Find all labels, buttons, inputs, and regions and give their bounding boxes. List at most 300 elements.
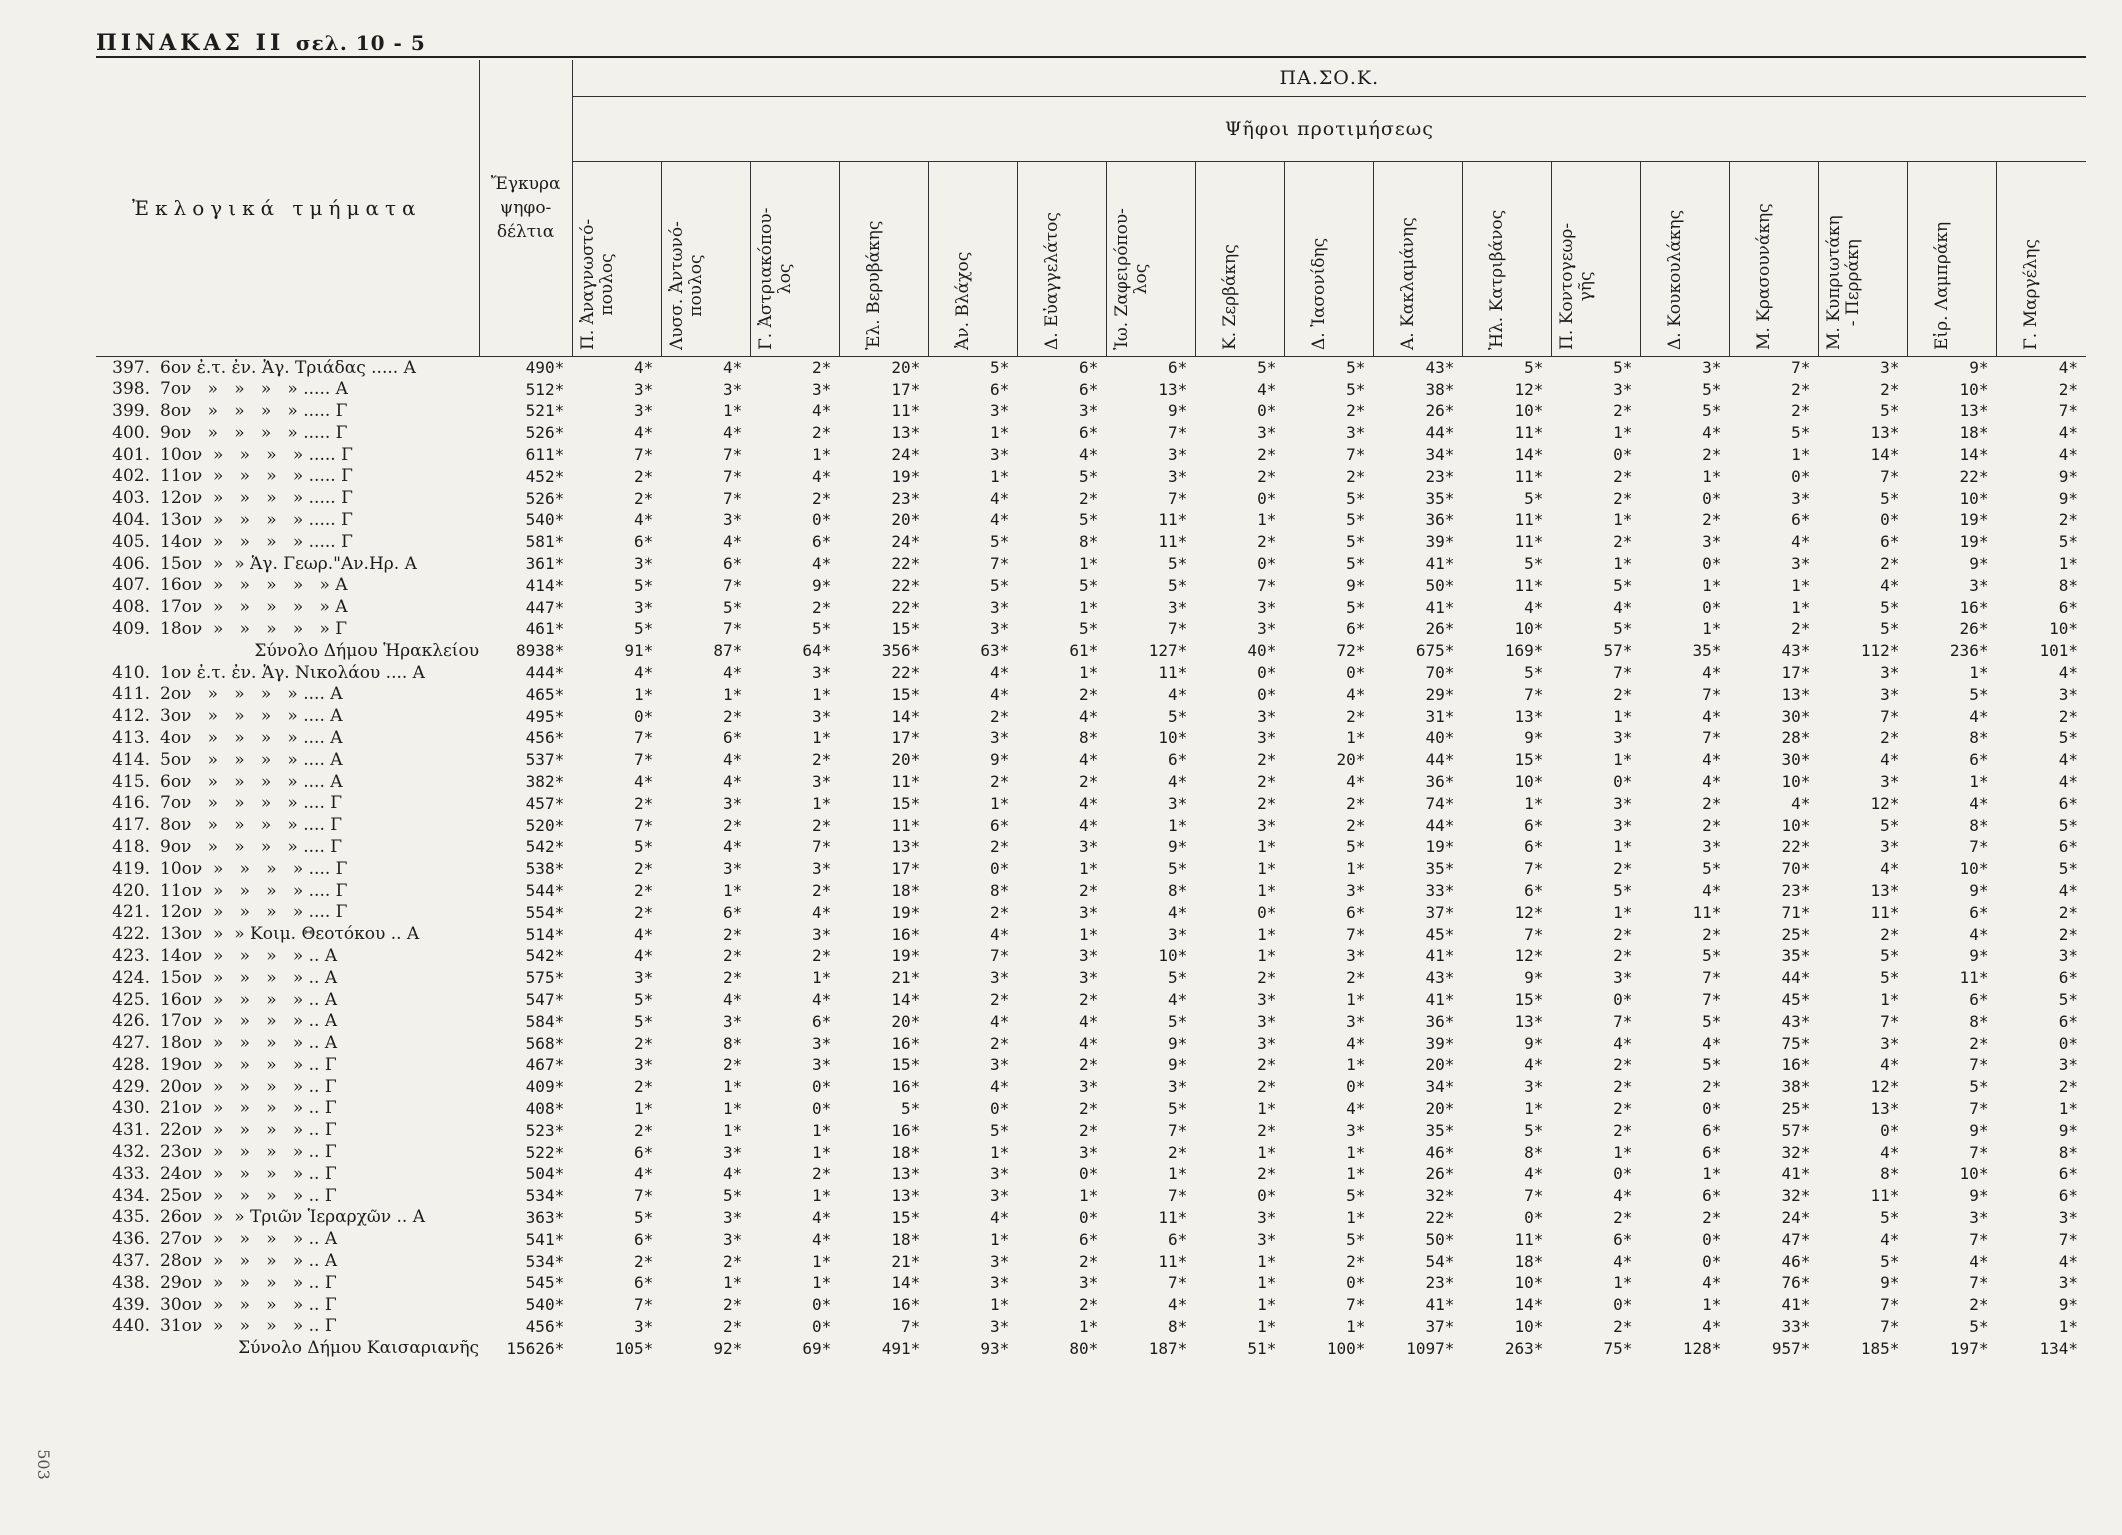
vote-cell: 32*	[1781, 1142, 1811, 1162]
vote-cell: 6*	[1880, 532, 1900, 552]
vote-cell: 5*	[811, 619, 832, 639]
table-row	[96, 1119, 2086, 1141]
vote-cell: 3*	[811, 706, 832, 726]
section-label	[96, 945, 479, 967]
vote-cell: 11*	[1158, 510, 1188, 530]
vote-cell: 7*	[722, 575, 743, 595]
section-label	[96, 618, 479, 640]
vote-cell: 112*	[1860, 641, 1900, 661]
vote-cell: 3*	[1880, 837, 1900, 857]
vote-cell: 1*	[1702, 619, 1722, 639]
vote-cell: 1*	[722, 1077, 743, 1097]
vote-cell: 2*	[811, 488, 832, 508]
row-number: 417.	[112, 815, 150, 836]
vote-cell: 72*	[1336, 641, 1366, 661]
vote-cell: 5*	[1079, 575, 1099, 595]
row-number: 429.	[112, 1076, 150, 1097]
vote-cell: 3*	[990, 1055, 1010, 1075]
vote-cell: 2*	[1613, 401, 1633, 421]
vote-cell: 128*	[1682, 1338, 1722, 1358]
vote-cell: 4*	[1613, 1033, 1633, 1053]
vote-cell: 1*	[1257, 881, 1277, 901]
vote-cell: 47*	[1781, 1229, 1811, 1249]
vote-cell: 3*	[1257, 1033, 1277, 1053]
section-label	[96, 1272, 479, 1294]
vote-cell: 2*	[811, 358, 832, 378]
vote-cell: 5*	[633, 1011, 654, 1031]
vote-cell: 15*	[891, 684, 921, 704]
vote-cell: 0*	[1613, 990, 1633, 1009]
vote-cell: 2*	[2058, 379, 2078, 399]
vote-cell: 2*	[1613, 859, 1633, 879]
vote-cell: 3*	[2058, 1273, 2078, 1293]
row-number: 413.	[112, 727, 150, 748]
vote-cell: 6*	[1079, 358, 1099, 378]
vote-cell: 7*	[1702, 990, 1722, 1009]
section-name: 13ον » » Κοιμ. Θεοτόκου .. Α	[160, 924, 420, 945]
vote-cell: 54*	[1425, 1251, 1455, 1271]
section-name: 3ον » » » » .... Α	[160, 706, 343, 727]
vote-cell: 3*	[1079, 837, 1099, 857]
valid-ballots-cell: 522*	[525, 1142, 565, 1162]
row-number: 398.	[112, 379, 150, 400]
vote-cell: 6*	[2058, 1164, 2078, 1184]
row-number: 419.	[112, 858, 150, 879]
vote-cell: 1*	[633, 1098, 654, 1118]
vote-cell: 3*	[1168, 597, 1188, 617]
table-row	[96, 509, 2086, 531]
vote-cell: 38*	[1781, 1077, 1811, 1097]
vote-cell: 675*	[1415, 641, 1455, 661]
vote-cell: 15*	[891, 793, 921, 813]
vote-cell: 17*	[891, 859, 921, 879]
valid-ballots-cell: 526*	[525, 423, 565, 443]
vote-cell: 9*	[1880, 1273, 1900, 1293]
valid-ballots-cell: 534*	[525, 1251, 565, 1271]
row-number: 406.	[112, 553, 150, 574]
candidate-header	[1551, 162, 1640, 357]
vote-cell: 1*	[1079, 924, 1099, 944]
vote-cell: 15*	[891, 619, 921, 639]
candidate-header	[1106, 162, 1195, 357]
vote-cell: 4*	[1969, 793, 1989, 813]
vote-cell: 2*	[722, 968, 743, 988]
vote-cell: 5*	[1524, 1120, 1544, 1140]
vote-cell: 3*	[990, 1251, 1010, 1271]
vote-cell: 2*	[1257, 772, 1277, 792]
table-row	[96, 531, 2086, 553]
vote-cell: 35*	[1425, 859, 1455, 879]
vote-cell: 3*	[990, 445, 1010, 465]
section-label	[96, 1294, 479, 1316]
vote-cell: 11*	[1158, 1207, 1188, 1227]
vote-cell: 2*	[1257, 968, 1277, 988]
table-row	[96, 618, 2086, 640]
vote-cell: 5*	[1702, 859, 1722, 879]
vote-cell: 1*	[1613, 554, 1633, 574]
vote-cell: 5*	[1613, 881, 1633, 901]
vote-cell: 1*	[1257, 1251, 1277, 1271]
table-row	[96, 487, 2086, 509]
vote-cell: 7*	[633, 445, 654, 465]
section-label	[96, 923, 479, 945]
row-number: 414.	[112, 749, 150, 770]
vote-cell: 5*	[1880, 597, 1900, 617]
vote-cell: 7*	[633, 728, 654, 748]
vote-cell: 0*	[1257, 663, 1277, 683]
vote-cell: 11*	[1514, 423, 1544, 443]
vote-cell: 3*	[1702, 532, 1722, 552]
vote-cell: 4*	[1880, 859, 1900, 879]
vote-cell: 5*	[1613, 358, 1633, 378]
vote-cell: 7*	[990, 946, 1010, 966]
vote-cell: 3*	[990, 968, 1010, 988]
vote-cell: 3*	[990, 1273, 1010, 1293]
vote-cell: 7*	[990, 554, 1010, 574]
vote-cell: 2*	[1257, 750, 1277, 770]
vote-cell: 3*	[2058, 946, 2078, 966]
vote-cell: 1*	[1346, 859, 1366, 879]
vote-cell: 2*	[811, 946, 832, 966]
table-row	[96, 574, 2086, 596]
vote-cell: 5*	[990, 1120, 1010, 1140]
vote-cell: 26*	[1959, 619, 1989, 639]
row-number: 410.	[112, 662, 150, 683]
vote-cell: 5*	[1969, 684, 1989, 704]
vote-cell: 2*	[1079, 990, 1099, 1009]
vote-cell: 3*	[1257, 728, 1277, 748]
section-label	[96, 1316, 479, 1338]
vote-cell: 2*	[1613, 924, 1633, 944]
vote-cell: 2*	[1079, 488, 1099, 508]
vote-cell: 19*	[891, 902, 921, 922]
vote-cell: 3*	[811, 859, 832, 879]
vote-cell: 5*	[1524, 663, 1544, 683]
vote-cell: 1*	[1257, 1316, 1277, 1336]
vote-cell: 2*	[1613, 488, 1633, 508]
vote-cell: 2*	[722, 1295, 743, 1315]
table-row	[96, 1316, 2086, 1338]
vote-cell: 31*	[1425, 706, 1455, 726]
vote-cell: 2*	[1613, 1077, 1633, 1097]
valid-ballots-cell: 611*	[525, 445, 565, 465]
valid-ballots-cell: 465*	[525, 684, 565, 704]
candidate-name: Γ. Ἀστριακόπου- λος	[755, 207, 795, 350]
valid-ballots-cell: 523*	[525, 1120, 565, 1140]
vote-cell: 1*	[1969, 663, 1989, 683]
candidate-header	[1907, 162, 1996, 357]
vote-cell: 4*	[990, 684, 1010, 704]
vote-cell: 41*	[1425, 946, 1455, 966]
table-row	[96, 814, 2086, 836]
vote-cell: 6*	[2058, 597, 2078, 617]
vote-cell: 2*	[1702, 793, 1722, 813]
results-table	[96, 60, 2086, 1359]
vote-cell: 5*	[1702, 401, 1722, 421]
candidate-header	[928, 162, 1017, 357]
vote-cell: 4*	[1524, 1164, 1544, 1184]
vote-cell: 2*	[1079, 1098, 1099, 1118]
vote-cell: 2*	[1257, 1077, 1277, 1097]
vote-cell: 93*	[980, 1338, 1010, 1358]
vote-cell: 43*	[1781, 641, 1811, 661]
vote-cell: 3*	[811, 772, 832, 792]
vote-cell: 75*	[1603, 1338, 1633, 1358]
table-row	[96, 880, 2086, 902]
table-row	[96, 901, 2086, 923]
section-name: 20ον » » » » .. Γ	[160, 1076, 337, 1097]
section-name: 6ον » » » » .... Α	[160, 771, 343, 792]
vote-cell: 3*	[1880, 663, 1900, 683]
vote-cell: 1*	[811, 1120, 832, 1140]
vote-cell: 5*	[1346, 597, 1366, 617]
vote-cell: 4*	[722, 663, 743, 683]
vote-cell: 5*	[1346, 358, 1366, 378]
vote-cell: 1*	[722, 1273, 743, 1293]
vote-cell: 2*	[1613, 1120, 1633, 1140]
vote-cell: 2*	[1079, 684, 1099, 704]
section-name: 15ον » » » » .. Α	[160, 967, 338, 988]
vote-cell: 80*	[1069, 1338, 1099, 1358]
row-number: 425.	[112, 989, 150, 1010]
table-row	[96, 465, 2086, 487]
row-number: 408.	[112, 597, 150, 618]
vote-cell: 100*	[1326, 1338, 1366, 1358]
row-number: 438.	[112, 1272, 150, 1293]
vote-cell: 40*	[1425, 728, 1455, 748]
valid-ballots-cell: 545*	[525, 1273, 565, 1293]
vote-cell: 7*	[1168, 1120, 1188, 1140]
vote-cell: 1*	[1791, 575, 1811, 595]
vote-cell: 21*	[891, 968, 921, 988]
vote-cell: 23*	[1425, 466, 1455, 486]
vote-cell: 7*	[1702, 728, 1722, 748]
vote-cell: 2*	[1613, 532, 1633, 552]
vote-cell: 4*	[811, 401, 832, 421]
vote-cell: 5*	[1880, 1251, 1900, 1271]
margin-page-number: 503	[33, 1449, 53, 1480]
vote-cell: 4*	[990, 924, 1010, 944]
valid-ballots-cell: 537*	[525, 750, 565, 770]
vote-cell: 2*	[990, 837, 1010, 857]
vote-cell: 0*	[1702, 554, 1722, 574]
vote-cell: 2*	[722, 815, 743, 835]
vote-cell: 2*	[1079, 1295, 1099, 1315]
section-name: 16ον » » » » » Α	[160, 575, 348, 596]
valid-ballots-cell: 467*	[525, 1055, 565, 1075]
vote-cell: 1*	[811, 1142, 832, 1162]
section-label	[96, 400, 479, 422]
vote-cell: 3*	[1969, 1207, 1989, 1227]
vote-cell: 3*	[1257, 1011, 1277, 1031]
section-label	[96, 596, 479, 618]
vote-cell: 4*	[722, 772, 743, 792]
vote-cell: 4*	[811, 990, 832, 1009]
vote-cell: 25*	[1781, 924, 1811, 944]
row-number: 423.	[112, 945, 150, 966]
vote-cell: 12*	[1514, 946, 1544, 966]
section-name: 7ον » » » » ..... Α	[160, 379, 348, 400]
vote-cell: 1*	[1257, 837, 1277, 857]
vote-cell: 2*	[1168, 1142, 1188, 1162]
vote-cell: 5*	[1613, 575, 1633, 595]
vote-cell: 5*	[1702, 946, 1722, 966]
vote-cell: 8*	[2058, 1142, 2078, 1162]
vote-cell: 6*	[722, 728, 743, 748]
vote-cell: 11*	[1514, 575, 1544, 595]
vote-cell: 3*	[1079, 401, 1099, 421]
vote-cell: 3*	[1168, 445, 1188, 465]
vote-cell: 26*	[1425, 619, 1455, 639]
vote-cell: 0*	[1346, 663, 1366, 683]
vote-cell: 5*	[1346, 1229, 1366, 1249]
vote-cell: 57*	[1603, 641, 1633, 661]
vote-cell: 0*	[811, 510, 832, 530]
section-label	[96, 880, 479, 902]
vote-cell: 11*	[1959, 968, 1989, 988]
vote-cell: 16*	[891, 1077, 921, 1097]
vote-cell: 2*	[1613, 466, 1633, 486]
section-name: 13ον » » » » ..... Γ	[160, 509, 353, 530]
vote-cell: 4*	[1969, 1251, 1989, 1271]
valid-ballots-cell: 584*	[525, 1011, 565, 1031]
vote-cell: 1*	[1613, 706, 1633, 726]
vote-cell: 15*	[1514, 750, 1544, 770]
vote-cell: 2*	[1791, 379, 1811, 399]
vote-cell: 6*	[1702, 1120, 1722, 1140]
vote-cell: 32*	[1781, 1186, 1811, 1206]
vote-cell: 4*	[633, 924, 654, 944]
vote-cell: 0*	[1257, 554, 1277, 574]
vote-cell: 14*	[891, 990, 921, 1009]
vote-cell: 6*	[1079, 379, 1099, 399]
vote-cell: 14*	[1870, 445, 1900, 465]
vote-cell: 2*	[811, 815, 832, 835]
vote-cell: 3*	[1168, 1077, 1188, 1097]
section-name: 18ον » » » » » Γ	[160, 618, 348, 639]
vote-cell: 6*	[633, 532, 654, 552]
vote-cell: 4*	[1079, 1033, 1099, 1053]
vote-cell: 6*	[1702, 1142, 1722, 1162]
vote-cell: 1*	[1346, 1207, 1366, 1227]
vote-cell: 4*	[722, 423, 743, 443]
vote-cell: 87*	[713, 641, 743, 661]
section-name: 27ον » » » » .. Α	[160, 1229, 338, 1250]
vote-cell: 7*	[1613, 663, 1633, 683]
vote-cell: 19*	[1959, 532, 1989, 552]
valid-ballots-header: Ἔγκυρα ψηφο- δέλτια	[479, 60, 572, 357]
vote-cell: 0*	[1257, 488, 1277, 508]
vote-cell: 2*	[2058, 902, 2078, 922]
vote-cell: 2*	[1702, 510, 1722, 530]
vote-cell: 41*	[1781, 1295, 1811, 1315]
vote-cell: 2*	[1791, 401, 1811, 421]
vote-cell: 0*	[1613, 1295, 1633, 1315]
vote-cell: 2*	[1880, 728, 1900, 748]
vote-cell: 5*	[1346, 379, 1366, 399]
vote-cell: 3*	[1969, 575, 1989, 595]
vote-cell: 3*	[990, 1186, 1010, 1206]
section-name: 6ον ἐ.τ. ἐν. Ἁγ. Τριάδας ..... Α	[160, 357, 416, 378]
section-label	[96, 1098, 479, 1120]
vote-cell: 8*	[2058, 575, 2078, 595]
vote-cell: 2*	[1257, 532, 1277, 552]
vote-cell: 6*	[1613, 1229, 1633, 1249]
vote-cell: 23*	[1425, 1273, 1455, 1293]
section-label	[96, 1141, 479, 1163]
vote-cell: 8*	[1079, 728, 1099, 748]
vote-cell: 4*	[1969, 924, 1989, 944]
vote-cell: 2*	[1257, 1055, 1277, 1075]
vote-cell: 7*	[1969, 1229, 1989, 1249]
row-number: 437.	[112, 1251, 150, 1272]
table-row	[96, 705, 2086, 727]
vote-cell: 6*	[1079, 423, 1099, 443]
vote-cell: 1*	[811, 968, 832, 988]
candidate-name: Λυσσ. Ἀντωνό- πουλος	[666, 221, 706, 350]
vote-cell: 1*	[1613, 902, 1633, 922]
vote-cell: 8*	[1880, 1164, 1900, 1184]
vote-cell: 3*	[1346, 881, 1366, 901]
vote-cell: 3*	[633, 379, 654, 399]
vote-cell: 9*	[1969, 1120, 1989, 1140]
vote-cell: 5*	[1079, 619, 1099, 639]
valid-ballots-cell: 457*	[525, 793, 565, 813]
vote-cell: 45*	[1425, 924, 1455, 944]
vote-cell: 5*	[1524, 358, 1544, 378]
vote-cell: 4*	[811, 902, 832, 922]
row-number: 421.	[112, 902, 150, 923]
candidate-header	[839, 162, 928, 357]
vote-cell: 7*	[901, 1316, 921, 1336]
vote-cell: 4*	[633, 663, 654, 683]
vote-cell: 1*	[1257, 1142, 1277, 1162]
vote-cell: 17*	[1781, 663, 1811, 683]
vote-cell: 71*	[1781, 902, 1811, 922]
vote-cell: 6*	[811, 1011, 832, 1031]
vote-cell: 3*	[1168, 793, 1188, 813]
vote-cell: 5*	[1168, 1011, 1188, 1031]
vote-cell: 1*	[1791, 597, 1811, 617]
vote-cell: 46*	[1781, 1251, 1811, 1271]
vote-cell: 50*	[1425, 1229, 1455, 1249]
section-label	[96, 1119, 479, 1141]
vote-cell: 2*	[990, 990, 1010, 1009]
vote-cell: 2*	[633, 859, 654, 879]
vote-cell: 5*	[1168, 859, 1188, 879]
vote-cell: 36*	[1425, 510, 1455, 530]
vote-cell: 4*	[1880, 1055, 1900, 1075]
vote-cell: 20*	[891, 358, 921, 378]
vote-cell: 0*	[2058, 1033, 2078, 1053]
vote-cell: 12*	[1870, 793, 1900, 813]
vote-cell: 101*	[2039, 641, 2078, 661]
vote-cell: 1*	[722, 881, 743, 901]
vote-cell: 4*	[1346, 772, 1366, 792]
vote-cell: 236*	[1949, 641, 1989, 661]
row-number: 400.	[112, 422, 150, 443]
vote-cell: 70*	[1425, 663, 1455, 683]
vote-cell: 3*	[722, 793, 743, 813]
vote-cell: 5*	[1702, 1011, 1722, 1031]
vote-cell: 17*	[891, 728, 921, 748]
table-row	[96, 444, 2086, 466]
candidate-header	[661, 162, 750, 357]
vote-cell: 3*	[633, 401, 654, 421]
vote-cell: 2*	[1346, 706, 1366, 726]
vote-cell: 6*	[1524, 837, 1544, 857]
vote-cell: 2*	[1346, 1251, 1366, 1271]
